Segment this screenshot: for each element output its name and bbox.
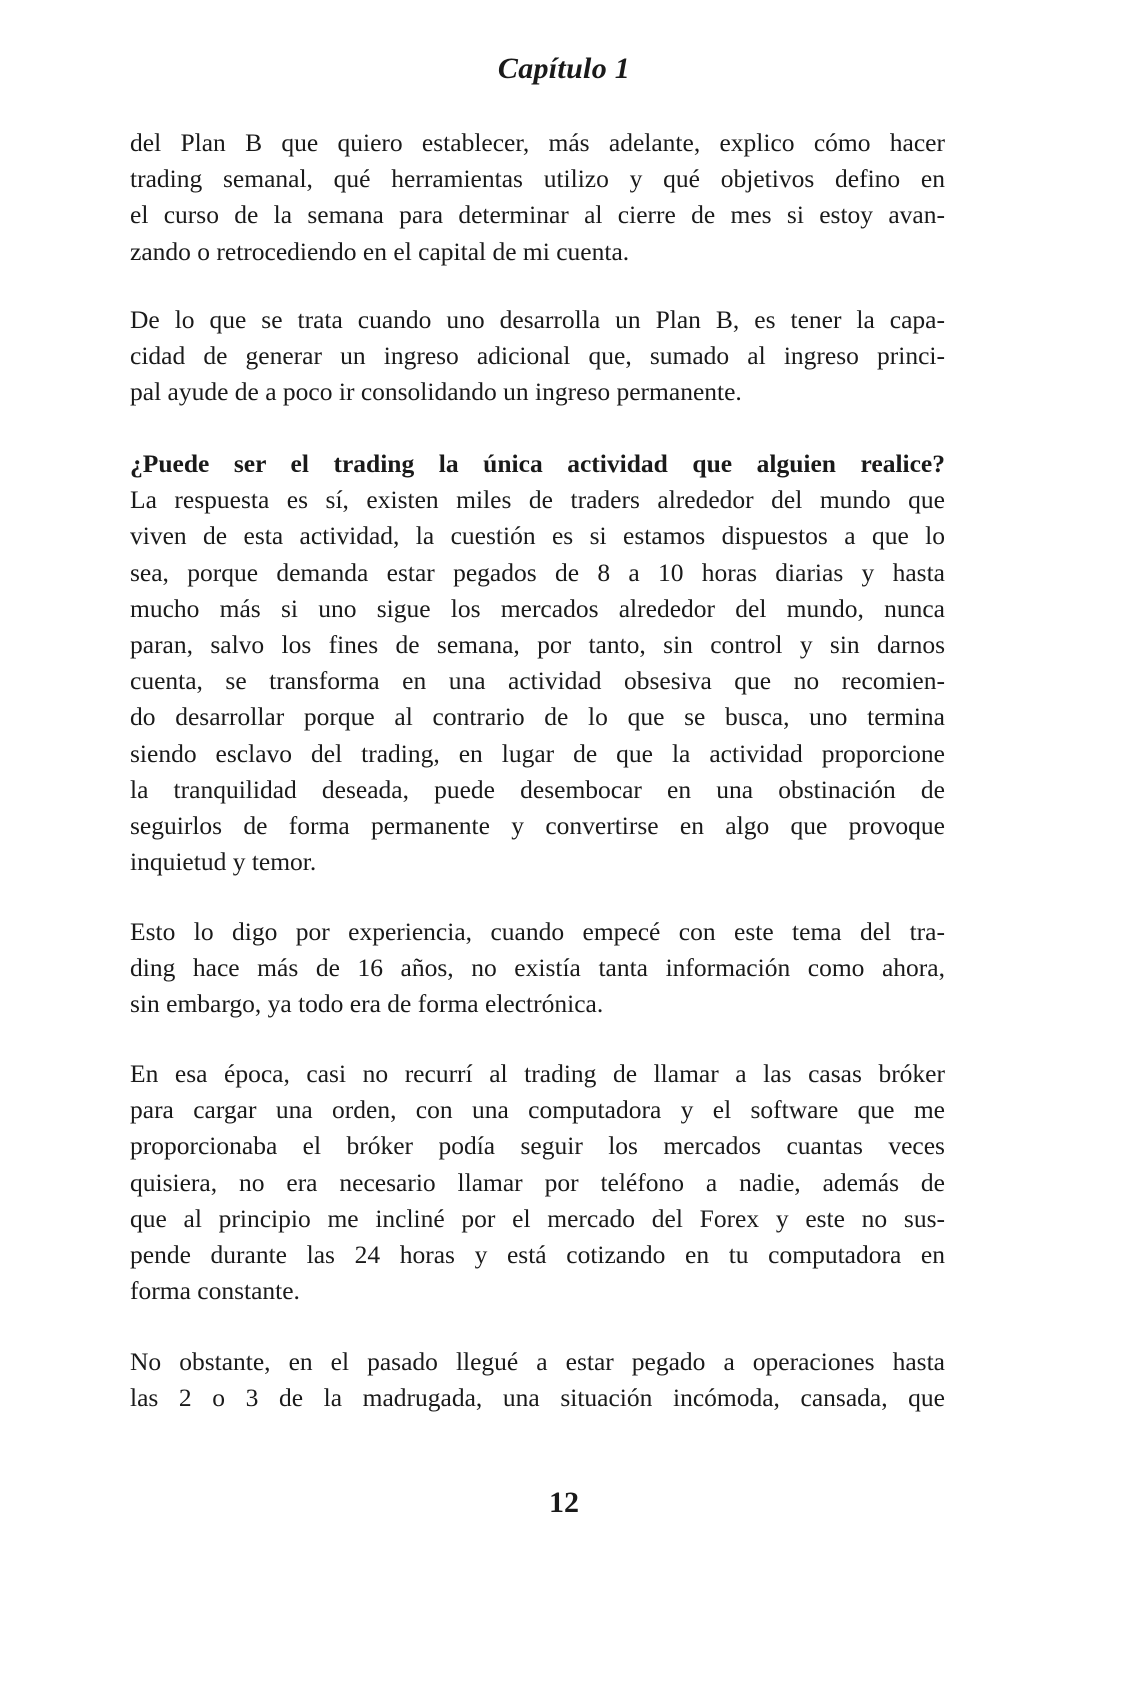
text-line: forma constante. xyxy=(130,1276,300,1306)
text-line: sin embargo, ya todo era de forma electrónica. xyxy=(130,989,604,1019)
text-line: No obstante, en el pasado llegué a estar pegado a operaciones hasta xyxy=(130,1347,945,1376)
page-number: 12 xyxy=(549,1486,579,1519)
text-line: cidad de generar un ingreso adicional que, sumado al ingreso princi- xyxy=(130,341,945,371)
chapter-header: Capítulo 1 xyxy=(497,52,631,85)
paragraph-3 xyxy=(130,446,945,880)
section-heading: ¿Puede ser el trading la única actividad que alguien realice? xyxy=(130,449,945,478)
text-line: paran, salvo los fines de semana, por tanto, sin control y sin darnos xyxy=(130,629,945,659)
text-line: do desarrollar porque al contrario de lo que se busca, uno termina xyxy=(130,702,945,732)
text-line: Esto lo digo por experiencia, cuando empecé con este tema del tra- xyxy=(130,917,945,946)
paragraph-6 xyxy=(130,1344,945,1416)
text-line: En esa época, casi no recurrí al trading de llamar a las casas bróker xyxy=(130,1059,945,1088)
paragraph-2 xyxy=(130,302,945,411)
text-line: para cargar una orden, con una computadora y el software que me xyxy=(130,1095,945,1125)
text-line: proporcionaba el bróker podía seguir los mercados cuantas veces xyxy=(130,1131,945,1161)
text-line: las 2 o 3 de la madrugada, una situación incómoda, cansada, que xyxy=(130,1383,945,1413)
text-line: trading semanal, qué herramientas utilizo y qué objetivos defino en xyxy=(130,164,945,194)
text-line: pal ayude de a poco ir consolidando un ingreso permanente. xyxy=(130,377,742,407)
text-line: que al principio me incliné por el mercado del Forex y este no sus- xyxy=(130,1203,945,1233)
text-line: viven de esta actividad, la cuestión es si estamos dispuestos a que lo xyxy=(130,521,945,551)
text-line: del Plan B que quiero establecer, más adelante, explico cómo hacer xyxy=(130,128,945,157)
text-line: ding hace más de 16 años, no existía tanta información como ahora, xyxy=(130,953,945,983)
text-line: La respuesta es sí, existen miles de traders alrededor del mundo que xyxy=(130,485,945,515)
text-line: De lo que se trata cuando uno desarrolla un Plan B, es tener la capa- xyxy=(130,305,945,334)
text-line: siendo esclavo del trading, en lugar de que la actividad proporcione xyxy=(130,738,945,768)
text-line: la tranquilidad deseada, puede desembocar en una obstinación de xyxy=(130,774,945,804)
text-line: sea, porque demanda estar pegados de 8 a 10 horas diarias y hasta xyxy=(130,557,945,587)
text-line: inquietud y temor. xyxy=(130,847,317,877)
text-line: pende durante las 24 horas y está cotizando en tu computadora en xyxy=(130,1239,945,1269)
text-line: zando o retrocediendo en el capital de mi cuenta. xyxy=(130,236,630,266)
text-line: el curso de la semana para determinar al cierre de mes si estoy avan- xyxy=(130,200,945,230)
text-line: seguirlos de forma permanente y convertirse en algo que provoque xyxy=(130,810,945,840)
text-line: quisiera, no era necesario llamar por teléfono a nadie, además de xyxy=(130,1167,945,1197)
paragraph-5 xyxy=(130,1056,945,1309)
text-line: cuenta, se transforma en una actividad obsesiva que no recomien- xyxy=(130,666,945,696)
paragraph-4 xyxy=(130,914,945,1023)
paragraph-1 xyxy=(130,125,945,270)
text-line: mucho más si uno sigue los mercados alrededor del mundo, nunca xyxy=(130,593,945,623)
